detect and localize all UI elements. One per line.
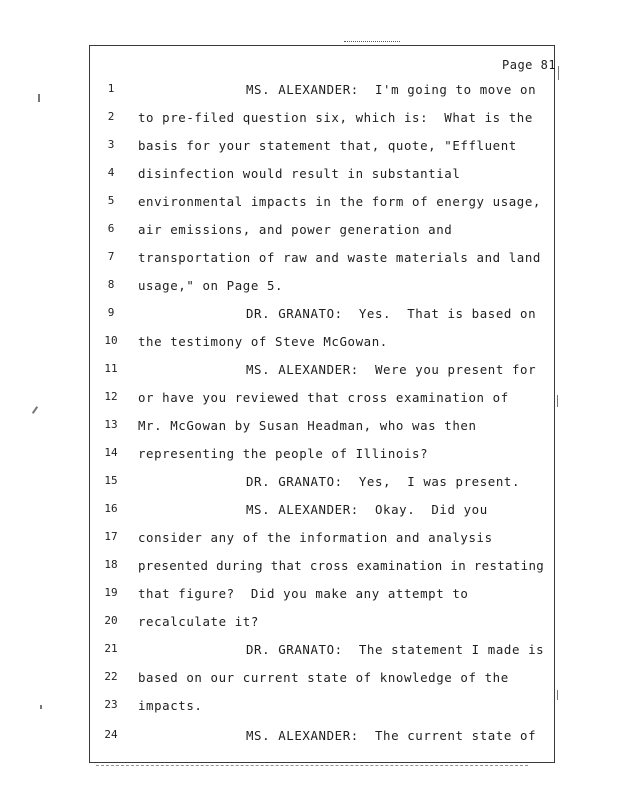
- transcript-line: to pre-filed question six, which is: What is the: [138, 110, 533, 125]
- transcript-line: representing the people of Illinois?: [138, 446, 429, 461]
- transcript-line: presented during that cross examination in restating: [138, 558, 545, 573]
- margin-mark: [32, 406, 38, 414]
- margin-mark: [557, 690, 558, 700]
- line-number: 3: [107, 138, 115, 151]
- margin-mark: [38, 94, 40, 102]
- line-number: 4: [107, 166, 115, 179]
- line-number: 24: [104, 728, 118, 741]
- line-number: 10: [104, 334, 118, 347]
- transcript-line: or have you reviewed that cross examination of: [138, 390, 509, 405]
- transcript-line: DR. GRANATO: The statement I made is: [246, 642, 545, 657]
- transcript-line: impacts.: [138, 698, 203, 713]
- line-number: 17: [104, 530, 118, 543]
- margin-mark: [557, 395, 558, 407]
- transcript-line: based on our current state of knowledge of the: [138, 670, 509, 685]
- page-number: Page 81: [502, 58, 557, 72]
- line-number: 16: [104, 502, 118, 515]
- line-number: 19: [104, 586, 118, 599]
- line-number: 21: [104, 642, 118, 655]
- transcript-line: air emissions, and power generation and: [138, 222, 453, 237]
- transcript-line: MS. ALEXANDER: Were you present for: [246, 362, 537, 377]
- margin-mark: [558, 66, 559, 80]
- line-number: 23: [104, 698, 118, 711]
- line-number: 11: [104, 362, 118, 375]
- transcript-line: DR. GRANATO: Yes. That is based on: [246, 306, 537, 321]
- transcript-line: consider any of the information and analysis: [138, 530, 493, 545]
- line-number: 20: [104, 614, 118, 627]
- line-number: 15: [104, 474, 118, 487]
- line-number: 5: [107, 194, 115, 207]
- transcript-line: basis for your statement that, quote, "Effluent: [138, 138, 517, 153]
- line-number: 22: [104, 670, 118, 683]
- transcript-line: that figure? Did you make any attempt to: [138, 586, 469, 601]
- margin-mark: [40, 705, 42, 709]
- line-number: 13: [104, 418, 118, 431]
- line-number: 1: [107, 82, 115, 95]
- transcript-line: MS. ALEXANDER: I'm going to move on: [246, 82, 537, 97]
- line-number: 18: [104, 558, 118, 571]
- transcript-line: environmental impacts in the form of energy usage,: [138, 194, 541, 209]
- line-number: 7: [107, 250, 115, 263]
- transcript-line: usage," on Page 5.: [138, 278, 284, 293]
- line-number: 8: [107, 278, 115, 291]
- line-number: 14: [104, 446, 118, 459]
- scan-artifact-bottom: [96, 765, 528, 770]
- transcript-line: transportation of raw and waste materials and land: [138, 250, 541, 265]
- line-number: 2: [107, 110, 115, 123]
- line-number: 12: [104, 390, 118, 403]
- line-number: 9: [107, 306, 115, 319]
- transcript-line: MS. ALEXANDER: Okay. Did you: [246, 502, 488, 517]
- line-number: 6: [107, 222, 115, 235]
- transcript-line: recalculate it?: [138, 614, 259, 629]
- transcript-line: the testimony of Steve McGowan.: [138, 334, 388, 349]
- transcript-line: DR. GRANATO: Yes, I was present.: [246, 474, 521, 489]
- transcript-line: disinfection would result in substantial: [138, 166, 461, 181]
- transcript-line: Mr. McGowan by Susan Headman, who was then: [138, 418, 477, 433]
- transcript-line: MS. ALEXANDER: The current state of: [246, 728, 537, 743]
